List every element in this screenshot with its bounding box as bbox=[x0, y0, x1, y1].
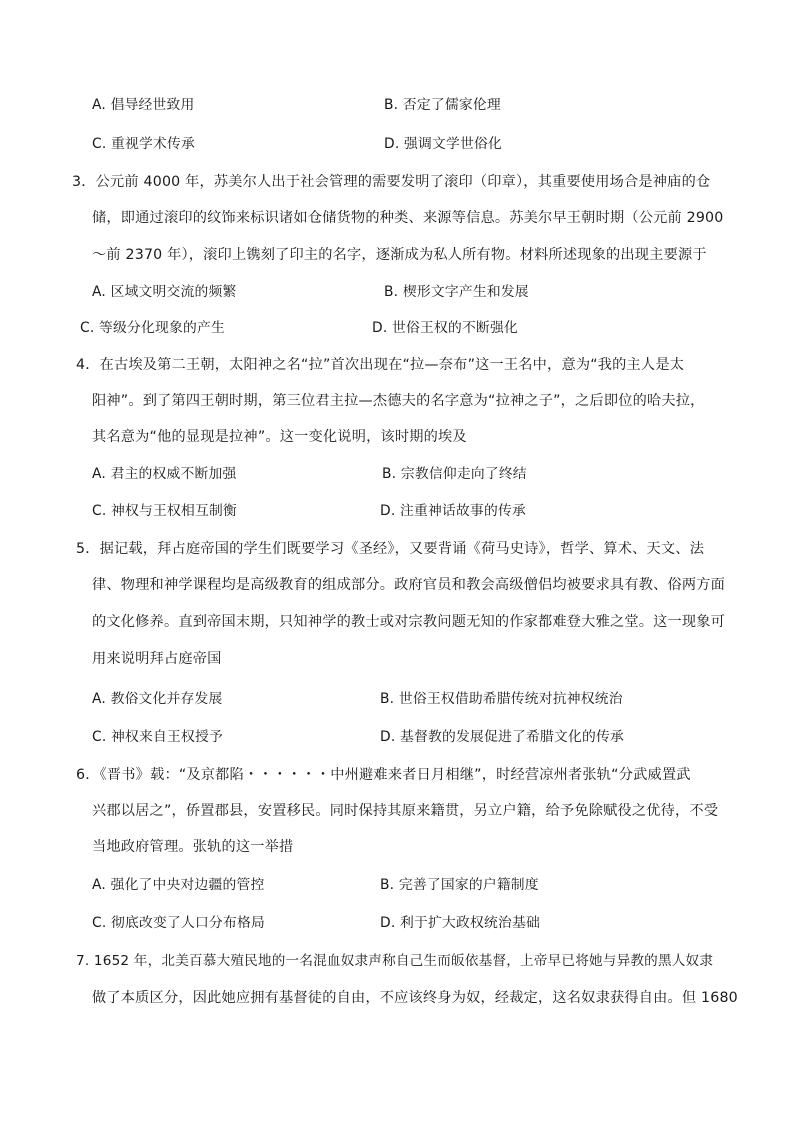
q2-option-a: A. 倡导经世致用 bbox=[92, 97, 195, 113]
q4-stem-line-3: 其名意为“他的显现是拉神”。这一变化说明，该时期的埃及 bbox=[92, 429, 467, 445]
q6-option-b: B. 完善了国家的户籍制度 bbox=[380, 877, 539, 893]
q2-option-b: B. 否定了儒家伦理 bbox=[384, 97, 501, 113]
q5-stem-line-1: 5．据记载，拜占庭帝国的学生们既要学习《圣经》，又要背诵《荷马史诗》，哲学、算术、天文、法 bbox=[76, 541, 705, 557]
q3-option-d: D. 世俗王权的不断强化 bbox=[372, 320, 518, 336]
q6-option-a: A. 强化了中央对边疆的管控 bbox=[92, 877, 265, 893]
q5-stem-line-2: 律、物理和神学课程均是高级教育的组成部分。政府官员和教会高级僧侣均被要求具有教、俗两方面 bbox=[92, 577, 726, 593]
q5-option-a: A. 教俗文化并存发展 bbox=[92, 691, 223, 707]
q6-stem-line-1: 6．《晋书》载：“及京都陷・・・・・・中州避难来者日月相继”，时经营凉州者张轨“分武威置武 bbox=[76, 767, 691, 783]
q2-option-c: C. 重视学术传承 bbox=[92, 136, 195, 152]
q3-option-a: A. 区域文明交流的频繁 bbox=[92, 284, 237, 300]
q6-option-d: D. 利于扩大政权统治基础 bbox=[380, 915, 540, 931]
q5-stem-line-3: 的文化修养。直到帝国末期，只知神学的教士或对宗教问题无知的作家都难登大雅之堂。这一现象可 bbox=[92, 614, 726, 630]
q6-stem-line-3: 当地政府管理。张轨的这一举措 bbox=[92, 839, 294, 855]
q6-stem-line-2: 兴郡以居之”，侨置郡县，安置移民。同时保持其原来籍贯，另立户籍，给予免除赋役之优待，不受 bbox=[92, 803, 719, 819]
q5-stem-line-4: 用来说明拜占庭帝国 bbox=[92, 651, 222, 667]
q2-option-d: D. 强调文学世俗化 bbox=[384, 136, 502, 152]
q4-stem-line-2: 阳神”。到了第四王朝时期，第三位君主拉—杰德夫的名字意为“拉神之子”，之后即位的哈夫拉， bbox=[92, 393, 705, 409]
q7-stem-line-2: 做了本质区分，因此她应拥有基督徒的自由，不应该终身为奴，经裁定，这名奴隶获得自由。但 1680 bbox=[92, 990, 738, 1006]
q4-option-c: C. 神权与王权相互制衡 bbox=[92, 503, 237, 519]
q3-stem-line-1: 3．公元前 4000 年，苏美尔人出于社会管理的需要发明了滚印（印章），其重要使用场合是神庙的仓 bbox=[72, 174, 711, 190]
q5-option-b: B. 世俗王权借助希腊传统对抗神权统治 bbox=[380, 691, 623, 707]
q3-option-b: B. 楔形文字产生和发展 bbox=[384, 284, 529, 300]
q6-option-c: C. 彻底改变了人口分布格局 bbox=[92, 915, 265, 931]
q4-option-b: B. 宗教信仰走向了终结 bbox=[382, 466, 527, 482]
q5-option-d: D. 基督教的发展促进了希腊文化的传承 bbox=[380, 729, 624, 745]
q4-option-d: D. 注重神话故事的传承 bbox=[380, 503, 526, 519]
q5-option-c: C. 神权来自王权授予 bbox=[92, 729, 223, 745]
q3-stem-line-2: 储，即通过滚印的纹饰来标识诸如仓储货物的种类、来源等信息。苏美尔早王朝时期（公元前 2900 bbox=[92, 210, 724, 226]
q3-stem-line-3: ～前 2370 年），滚印上镌刻了印主的名字，逐渐成为私人所有物。材料所述现象的出现主要源于 bbox=[92, 247, 707, 263]
q4-option-a: A. 君主的权威不断加强 bbox=[92, 466, 237, 482]
q3-option-c: C. 等级分化现象的产生 bbox=[80, 320, 225, 336]
q4-stem-line-1: 4．在古埃及第二王朝，太阳神之名“拉”首次出现在“拉—奈布”这一王名中，意为“我的主人是太 bbox=[76, 357, 685, 373]
q7-stem-line-1: 7. 1652 年，北美百慕大殖民地的一名混血奴隶声称自己生而皈依基督，上帝早已将她与异教的黑人奴隶 bbox=[76, 953, 714, 969]
